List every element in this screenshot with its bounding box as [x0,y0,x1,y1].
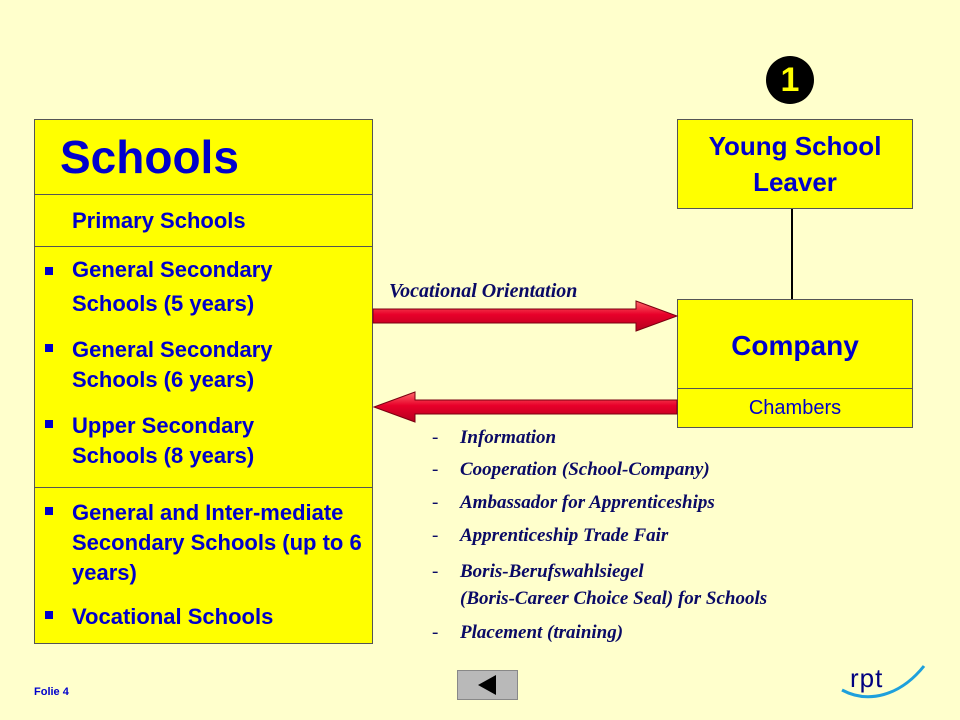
company-title: Company [731,330,859,361]
list-item-vocational: Vocational Schools [45,602,370,632]
activity-item: - Cooperation (School-Company) [432,459,710,480]
chambers-label: Chambers [748,397,842,419]
activity-item: - Apprenticeship Trade Fair [432,525,669,546]
activity-item: - Placement (training) [432,622,624,643]
leaver-title: Young School Leaver [708,131,882,197]
activity-item: - Information [432,427,557,448]
list-item-general-intermediate: General and Inter-mediate Secondary Schools (up to 6 years) [45,498,370,588]
primary-schools-label: Primary Schools [72,208,246,233]
slide-number: Folie 4 [34,686,69,698]
back-arrow-icon [458,671,517,699]
list-item-general-secondary-6: General Secondary Schools (6 years) [45,335,370,395]
right-arrow-icon [373,301,677,331]
list-item-upper-secondary: Upper Secondary Schools (8 years) [45,411,370,471]
vocational-orientation-label: Vocational Orientation [389,280,578,302]
list-item-general-secondary-5: General Secondary Schools (5 years) [45,258,370,321]
back-button[interactable] [457,670,518,700]
left-arrow-icon [374,392,677,422]
activity-item: - Boris-Berufswahlsiegel (Boris-Career Choice Seal) for Schools [432,561,768,609]
activity-item: - Ambassador for Apprenticeships [432,492,715,513]
number-one-badge: 1 [766,56,814,104]
schools-title: Schools [60,131,239,183]
rpt-logo: rpt [850,663,884,693]
